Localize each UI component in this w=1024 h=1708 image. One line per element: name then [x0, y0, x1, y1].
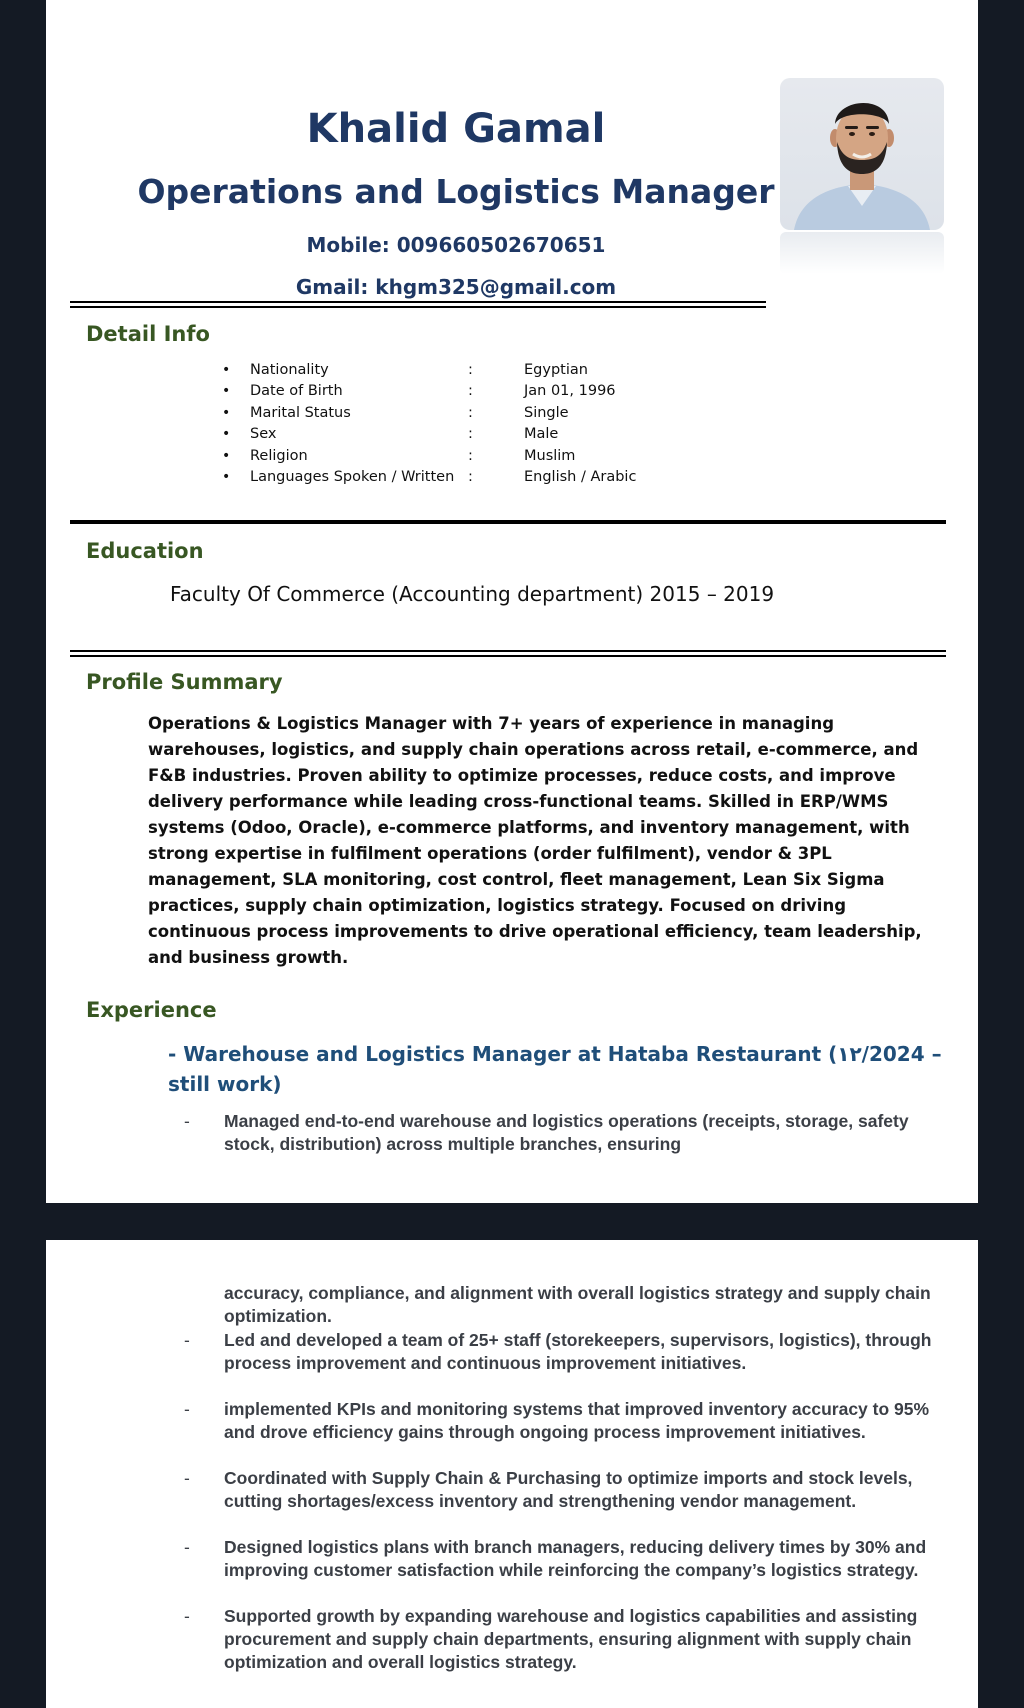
profile-summary-text: Operations & Logistics Manager with 7+ years of experience in managing warehouses, logistics, and supply chain operations across retail, e-commerce, and F&B industries. Proven ability to optimize processes, reduce costs, and improve delivery performance while leading cross-functional teams. Skilled in ERP/WMS systems (Odoo, Oracle), e-commerce platforms, and inventory management, with strong expertise in fulfilment operations (order fulfilment), vendor & 3PL management, SLA monitoring, cost control, fleet management, Lean Six Sigma practices, supply chain optimization, logistics strategy. Focused on driving continuous process improvements to drive operational efficiency, team leadership, and business growth.: [148, 714, 922, 967]
bullet-icon: •: [222, 362, 231, 378]
detail-colon: :: [468, 468, 473, 485]
experience-bullet: [184, 1467, 954, 1513]
bullet-text: Managed end-to-end warehouse and logistics operations (receipts, storage, safety stock, distribution) across multiple branches, ensuring: [224, 1111, 909, 1154]
detail-label: Nationality: [250, 362, 329, 378]
email-address: Gmail: khgm325@gmail.com: [295, 275, 617, 299]
dash-bullet: -: [184, 1399, 190, 1419]
detail-value: Single: [524, 404, 569, 421]
bullet-icon: •: [222, 468, 231, 485]
detail-colon: :: [468, 383, 473, 400]
job-title-entry: - Warehouse and Logistics Manager at Hataba Restaurant (١٢/2024 –still work): [168, 1042, 942, 1096]
detail-label: Marital Status: [250, 404, 351, 421]
education-entry: Faculty Of Commerce (Accounting department) 2015 – 2019: [170, 582, 775, 606]
bullet-text: Designed logistics plans with branch managers, reducing delivery times by 30% and improving customer satisfaction while reinforcing the company’s logistics strategy.: [224, 1537, 927, 1580]
experience-bullet: [184, 1110, 954, 1156]
photo-reflection: [780, 232, 944, 274]
detail-label: Date of Birth: [250, 383, 343, 400]
profile-photo: [780, 78, 944, 230]
detail-label: Religion: [250, 447, 308, 464]
detail-colon: :: [468, 362, 473, 378]
experience-bullet: [184, 1536, 954, 1582]
section-divider: [70, 520, 946, 524]
bullet-icon: •: [222, 426, 231, 443]
detail-label: Languages Spoken / Written: [250, 468, 455, 485]
dash-bullet: -: [184, 1330, 190, 1350]
experience-heading: Experience: [86, 998, 217, 1022]
person-portrait-icon: [780, 78, 944, 230]
mobile-number: Mobile: 009660502670651: [306, 233, 606, 257]
bullet-text: accuracy, compliance, and alignment with overall logistics strategy and supply chain optimization.: [224, 1283, 931, 1326]
detail-value: Jan 01, 1996: [524, 383, 616, 400]
dash-bullet: -: [184, 1606, 190, 1626]
detail-info-heading: Detail Info: [86, 322, 210, 346]
experience-bullet: [184, 1398, 954, 1444]
experience-bullet: [184, 1605, 954, 1674]
detail-value: Muslim: [524, 447, 576, 464]
experience-bullet: [184, 1329, 954, 1375]
detail-label: Sex: [250, 426, 277, 443]
detail-value: Egyptian: [524, 362, 588, 378]
education-heading: Education: [86, 539, 204, 563]
bullet-text: Supported growth by expanding warehouse and logistics capabilities and assisting procurement and supply chain departments, ensuring alignment with supply chain optimization and overall logistics strategy.: [224, 1606, 918, 1672]
bullet-text: implemented KPIs and monitoring systems that improved inventory accuracy to 95% and drove efficiency gains through ongoing process improvement initiatives.: [224, 1399, 930, 1442]
candidate-title: Operations and Logistics Manager: [137, 172, 775, 211]
detail-colon: :: [468, 447, 473, 464]
detail-colon: :: [468, 404, 473, 421]
bullet-icon: •: [222, 383, 231, 400]
bullet-icon: •: [222, 404, 231, 421]
header-divider: [70, 301, 766, 308]
dash-bullet: -: [184, 1111, 190, 1131]
bullet-text: Coordinated with Supply Chain & Purchasing to optimize imports and stock levels, cutting shortages/excess inventory and strengthening vendor management.: [224, 1468, 913, 1511]
detail-colon: :: [468, 426, 473, 443]
section-divider: [70, 650, 946, 657]
resume-page-2: [46, 1240, 978, 1708]
profile-summary-heading: Profile Summary: [86, 670, 283, 694]
bullet-icon: •: [222, 447, 231, 464]
dash-bullet: -: [184, 1468, 190, 1488]
dash-bullet: -: [184, 1537, 190, 1557]
bullet-text: Led and developed a team of 25+ staff (storekeepers, supervisors, logistics), through process improvement and continuous improvement initiatives.: [224, 1330, 932, 1373]
detail-value: English / Arabic: [524, 468, 637, 485]
candidate-name: Khalid Gamal: [306, 106, 606, 152]
resume-page-1: [46, 0, 978, 1203]
detail-value: Male: [524, 426, 559, 443]
experience-bullet-continued: [184, 1282, 954, 1328]
